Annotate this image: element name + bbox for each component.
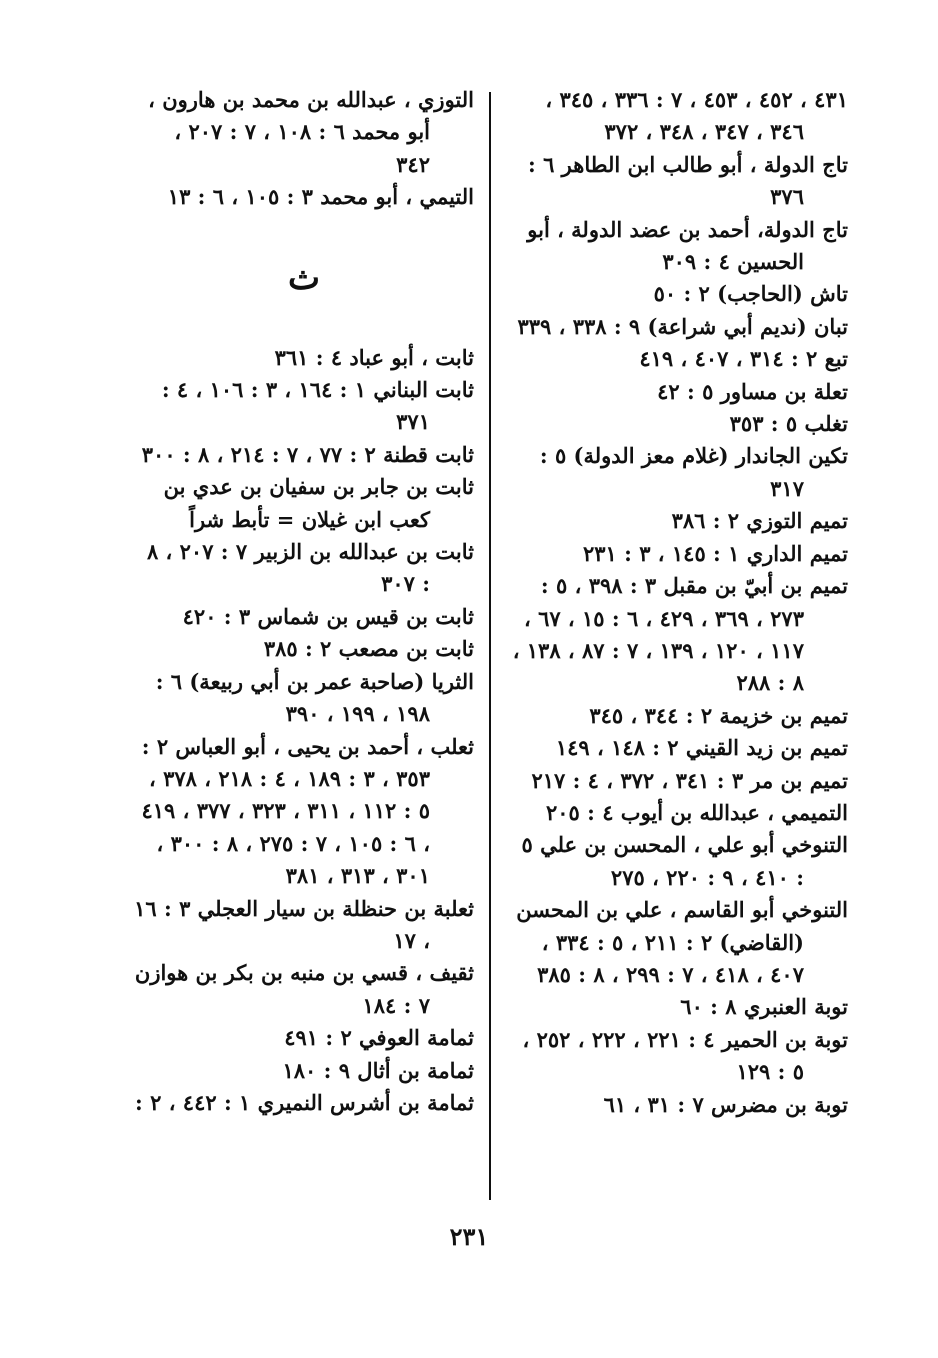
index-entry: تعلة بن مساور ٥ : ٤٢ (657, 378, 848, 404)
index-entry: التيمي ، أبو محمد ٣ : ١٠٥ ، ٦ : ١٣ (167, 184, 474, 210)
index-entry: ثابت ، أبو عباد ٤ : ٣٦١ (274, 344, 474, 370)
index-entry: التوزي ، عبدالله بن محمد بن هارون ، أبو محمد ٦ : ١٠٨ ، ٧ : ٢٠٧ ، ٣٤٢ (148, 87, 474, 177)
index-entry: الثريا (صاحبة عمر بن أبي ربيعة) ٦ : ١٩٨ ، ١٩٩ ، ٣٩٠ (155, 668, 474, 727)
right-column (512, 84, 848, 1121)
index-entry: توبة بن مضرس ٧ : ٣١ ، ٦١ (603, 1091, 848, 1117)
index-entry: التنوخي أبو علي ، المحسن بن علي ٥ : ٤١٠ ، ٩ : ٢٢٠ ، ٢٧٥ (521, 832, 848, 890)
section-letter-heading: ث (287, 257, 320, 298)
index-entry: تميم بن زيد القيني ٢ : ١٤٨ ، ١٤٩ (555, 735, 848, 761)
index-entry: تبع ٢ : ٣١٤ ، ٤٠٧ ، ٤١٩ (639, 346, 848, 372)
index-entry: تميم الداري ١ : ١٤٥ ، ٣ : ٢٣١ (583, 540, 848, 566)
index-entry: ثعلب ، أحمد بن يحيى ، أبو العباس ٢ : ٣٥٣ ، ٣ : ١٨٩ ، ٤ : ٢١٨ ، ٣٧٨ ، ٥ : ١١٢ ، ٣١١ ، ٣٢٣ ، ٣٧٧ ، ٤١٩ ، ٦ : ١٠٥ ، ٧ : ٢٧٥ ، ٨ : ٣٠٠ ، ٣٠١ ، ٣١٣ ، ٣٨١ (141, 733, 474, 889)
left-column (134, 84, 474, 1119)
index-entry: التميمي ، عبدالله بن أيوب ٤ : ٢٠٥ (546, 799, 848, 825)
index-entry: توبة بن الحمير ٤ : ٢٢١ ، ٢٢٢ ، ٢٥٢ ، ٥ : ١٢٩ (522, 1026, 848, 1085)
index-entry: تميم بن أبيّ بن مقبل ٣ : ٣٩٨ ، ٥ : ٢٧٣ ، ٣٦٩ ، ٤٢٩ ، ٦ : ١٥ ، ٦٧ ، ١١٧ ، ١٢٠ ، ١٣٩ ، ٧ : ٨٧ ، ١٣٨ ، ٨ : ٢٨٨ (512, 573, 848, 696)
column-divider (489, 92, 491, 1200)
index-entry: تاج الدولة، أحمد بن عضد الدولة ، أبو الحسين ٤ : ٣٠٩ (527, 216, 848, 275)
index-entry: تميم بن خزيمة ٢ : ٣٤٤ ، ٣٤٥ (589, 702, 848, 728)
index-entry: ثقيف ، قسي بن منبه بن بكر بن هوازن ٧ : ١٨٤ (134, 960, 474, 1018)
index-entry: ثمامة بن أشرس النميري ١ : ٤٤٢ ، ٢ : (135, 1089, 474, 1115)
index-entry: التنوخي أبو القاسم ، علي بن المحسن (القاضي) ٢ : ٢١١ ، ٥ : ٣٣٤ ، ٤٠٧ ، ٤١٨ ، ٧ : ٢٩٩ ، ٨ : ٣٨٥ (516, 897, 848, 987)
index-entry: تاش (الحاجب) ٢ : ٥٠ (653, 281, 848, 307)
index-entry: تاج الدولة ، أبو طالب ابن الطاهر ٦ : ٣٧٦ (527, 151, 848, 210)
index-entry: تبان (نديم أبي شراعة) ٩ : ٣٣٨ ، ٣٣٩ (517, 313, 848, 339)
index-entry: ثابت البناني ١ : ١٦٤ ، ٣ : ١٠٦ ، ٤ : ٣٧١ (161, 377, 474, 435)
index-entry: تميم التوزي ٢ : ٣٨٦ (671, 508, 848, 534)
index-entry: ثابت قطنة ٢ : ٧٧ ، ٧ : ٢١٤ ، ٨ : ٣٠٠ (141, 441, 474, 467)
index-entry: توبة العنبري ٨ : ٦٠ (680, 994, 848, 1020)
index-entry: ثابت بن عبدالله بن الزبير ٧ : ٢٠٧ ، ٨ : ٣٠٧ (146, 539, 474, 597)
index-entry: ثمامة العوفي ٢ : ٤٩١ (284, 1025, 474, 1051)
index-entry: ثمامة بن أثال ٩ : ١٨٠ (282, 1057, 474, 1083)
index-entry: ثابت بن جابر بن سفيان بن عدي بن كعب ابن غيلان = تأبط شراً (163, 474, 474, 532)
index-entry: ثابت بن مصعب ٢ : ٣٨٥ (263, 636, 474, 662)
index-entry: تكين الجاندار (غلام معز الدولة) ٥ : ٣١٧ (539, 443, 848, 501)
page-number: ٢٣١ (449, 1222, 489, 1251)
index-entry: تغلب ٥ : ٣٥٣ (729, 411, 848, 437)
index-entry: ٤٣١ ، ٤٥٢ ، ٤٥٣ ، ٧ : ٣٣٦ ، ٣٤٥ ، ٣٤٦ ، ٣٤٧ ، ٣٤٨ ، ٣٧٢ (545, 87, 848, 145)
index-entry: ثابت بن قيس بن شماس ٣ : ٤٢٠ (182, 603, 474, 629)
index-entry: ثعلبة بن حنظلة بن سيار العجلي ٣ : ١٦ ، ١٧ (134, 895, 474, 953)
index-entry: تميم بن مر ٣ : ٣٤١ ، ٣٧٢ ، ٤ : ٢١٧ (531, 767, 848, 793)
